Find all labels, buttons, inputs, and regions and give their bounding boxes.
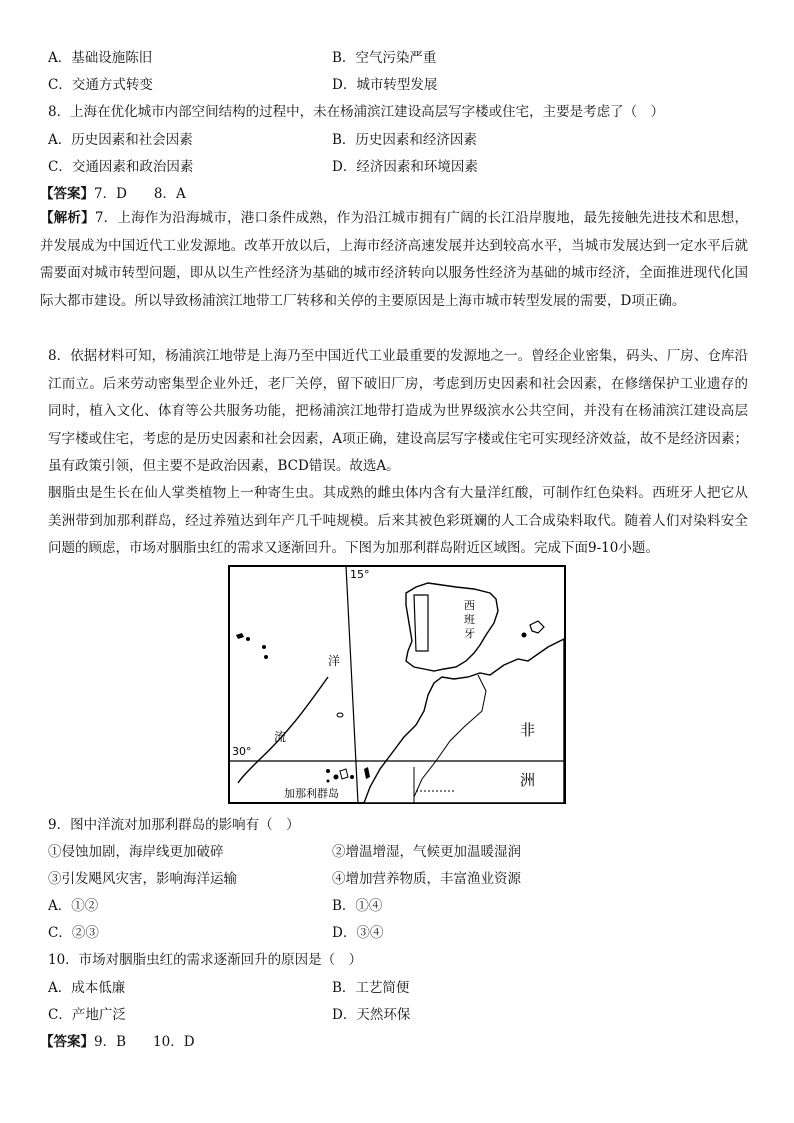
portugal-border — [414, 595, 428, 651]
q10-option-c: C．产地广泛 — [48, 1007, 126, 1023]
answer-9-10 — [40, 1032, 195, 1052]
q9-stem: 9．图中洋流对加那利群岛的影响有（ ） — [48, 817, 300, 833]
canary-1 — [326, 769, 330, 773]
q9-statement-4: ④增加营养物质，丰富渔业资源 — [332, 871, 521, 887]
canary-islands-map — [228, 565, 566, 804]
analysis-label: 【解析】 — [40, 210, 95, 226]
q8-stem: 8．上海在优化城市内部空间结构的过程中，未在杨浦滨江建设高层写字楼或住宅，主要是考虑了（ ） — [48, 104, 665, 120]
q7-option-a: A．基础设施陈旧 — [48, 50, 153, 66]
analysis-7 — [40, 205, 748, 315]
canary-4 — [350, 775, 354, 779]
answer-label: 【答案】 — [40, 1034, 94, 1050]
q7-option-d: D．城市转型发展 — [332, 77, 438, 93]
analysis-7-text: 7．上海作为沿海城市，港口条件成熟，作为沿江城市拥有广阔的长江沿岸腹地，最先接触先进技术和思想，并发展成为中国近代工业发源地。改革开放以后，上海市经济高速发展并达到较高水平，当城市发展达到一定水平后就需要面对城市转型问题，即从以生产性经济为基础的城市经济转向以服务性经济为基础的城市经济，全面推进现代化国际大都市建设。所以导致杨浦滨江地带工厂转移和关停的主要原因是上海市城市转型发展的需要，D项正确。 — [40, 210, 748, 309]
spain-char-3: 牙 — [464, 627, 475, 640]
q7-option-c: C．交通方式转变 — [48, 77, 153, 93]
q9-option-d: D．③④ — [332, 925, 384, 941]
spain-char-2: 班 — [464, 613, 475, 626]
q9-statement-3: ③引发飓风灾害，影响海洋运输 — [48, 871, 237, 887]
q9-option-b: B．①④ — [332, 898, 383, 914]
q8-option-a: A．历史因素和社会因素 — [48, 132, 193, 148]
q8-option-b: B．历史因素和经济因素 — [332, 132, 477, 148]
q9-option-a: A．①② — [48, 898, 99, 914]
island-2 — [246, 637, 250, 641]
balearic-islet — [522, 633, 527, 638]
answer-7-8 — [40, 184, 186, 204]
answer-label: 【答案】 — [40, 186, 94, 202]
q7-option-b: B．空气污染严重 — [332, 50, 437, 66]
material-paragraph: 胭脂虫是生长在仙人掌类植物上一种寄生虫。其成熟的雌虫体内含有大量洋红酸，可制作红色染料。西班牙人把它从美洲带到加那利群岛，经过养殖达到年产几千吨规模。后来其被色彩斑斓的人工合成染料取代。随着人们对染料安全问题的顾虑，市场对胭脂虫红的需求又逐渐回升。下图为加那利群岛附近区域图。完成下面9-10小题。 — [48, 485, 748, 557]
madeira-island — [337, 713, 343, 717]
q9-option-c: C．②③ — [48, 925, 99, 941]
island-3 — [262, 645, 266, 649]
canary-3 — [340, 769, 348, 779]
q9-statement-1: ①侵蚀加剧，海岸线更加破碎 — [48, 844, 224, 860]
island-4 — [264, 655, 268, 659]
q10-option-a: A．成本低廉 — [48, 980, 126, 996]
canary-islands-label: 加那利群岛 — [284, 787, 339, 800]
q10-option-d: D．天然环保 — [332, 1007, 411, 1023]
q9-statement-2: ②增温增湿，气候更加温暖湿润 — [332, 844, 521, 860]
spain-char-1: 西 — [464, 599, 475, 612]
ocean-label: 洋 — [328, 654, 341, 668]
q8-option-d: D．经济因素和环境因素 — [332, 159, 478, 175]
q8-option-c: C．交通因素和政治因素 — [48, 159, 194, 175]
answer-text: 9．B 10．D — [94, 1034, 195, 1050]
q10-option-b: B．工艺简便 — [332, 980, 410, 996]
lat-label: 30° — [232, 745, 252, 758]
q10-stem: 10．市场对胭脂虫红的需求逐渐回升的原因是（ ） — [48, 952, 363, 968]
canary-6 — [327, 780, 330, 783]
analysis-8: 8．依据材料可知，杨浦滨江地带是上海乃至中国近代工业最重要的发源地之一。曾经企业密集，码头、厂房、仓库沿江而立。后来劳动密集型企业外迁，老厂关停，留下破旧厂房，考虑到历史因素和社会因素，在修缮保护工业遗存的同时，植入文化、体育等公共服务功能，把杨浦滨江地带打造成为世界级滨水公共空间，并没有在杨浦滨江建设高层写字楼或住宅，考虑的是历史因素和社会因素，A项正确，建设高层写字楼或住宅可实现经济效益，故不是经济因素；虽有政策引领，但主要不是政治因素，BCD错误。故选A。 — [48, 348, 748, 475]
lon-label: 15° — [350, 568, 370, 581]
canary-2 — [334, 775, 339, 780]
africa-label-1: 非 — [520, 721, 536, 739]
africa-label-2: 洲 — [520, 771, 536, 789]
current-label: 流 — [274, 730, 287, 744]
answer-text: 7．D 8．A — [94, 186, 186, 202]
